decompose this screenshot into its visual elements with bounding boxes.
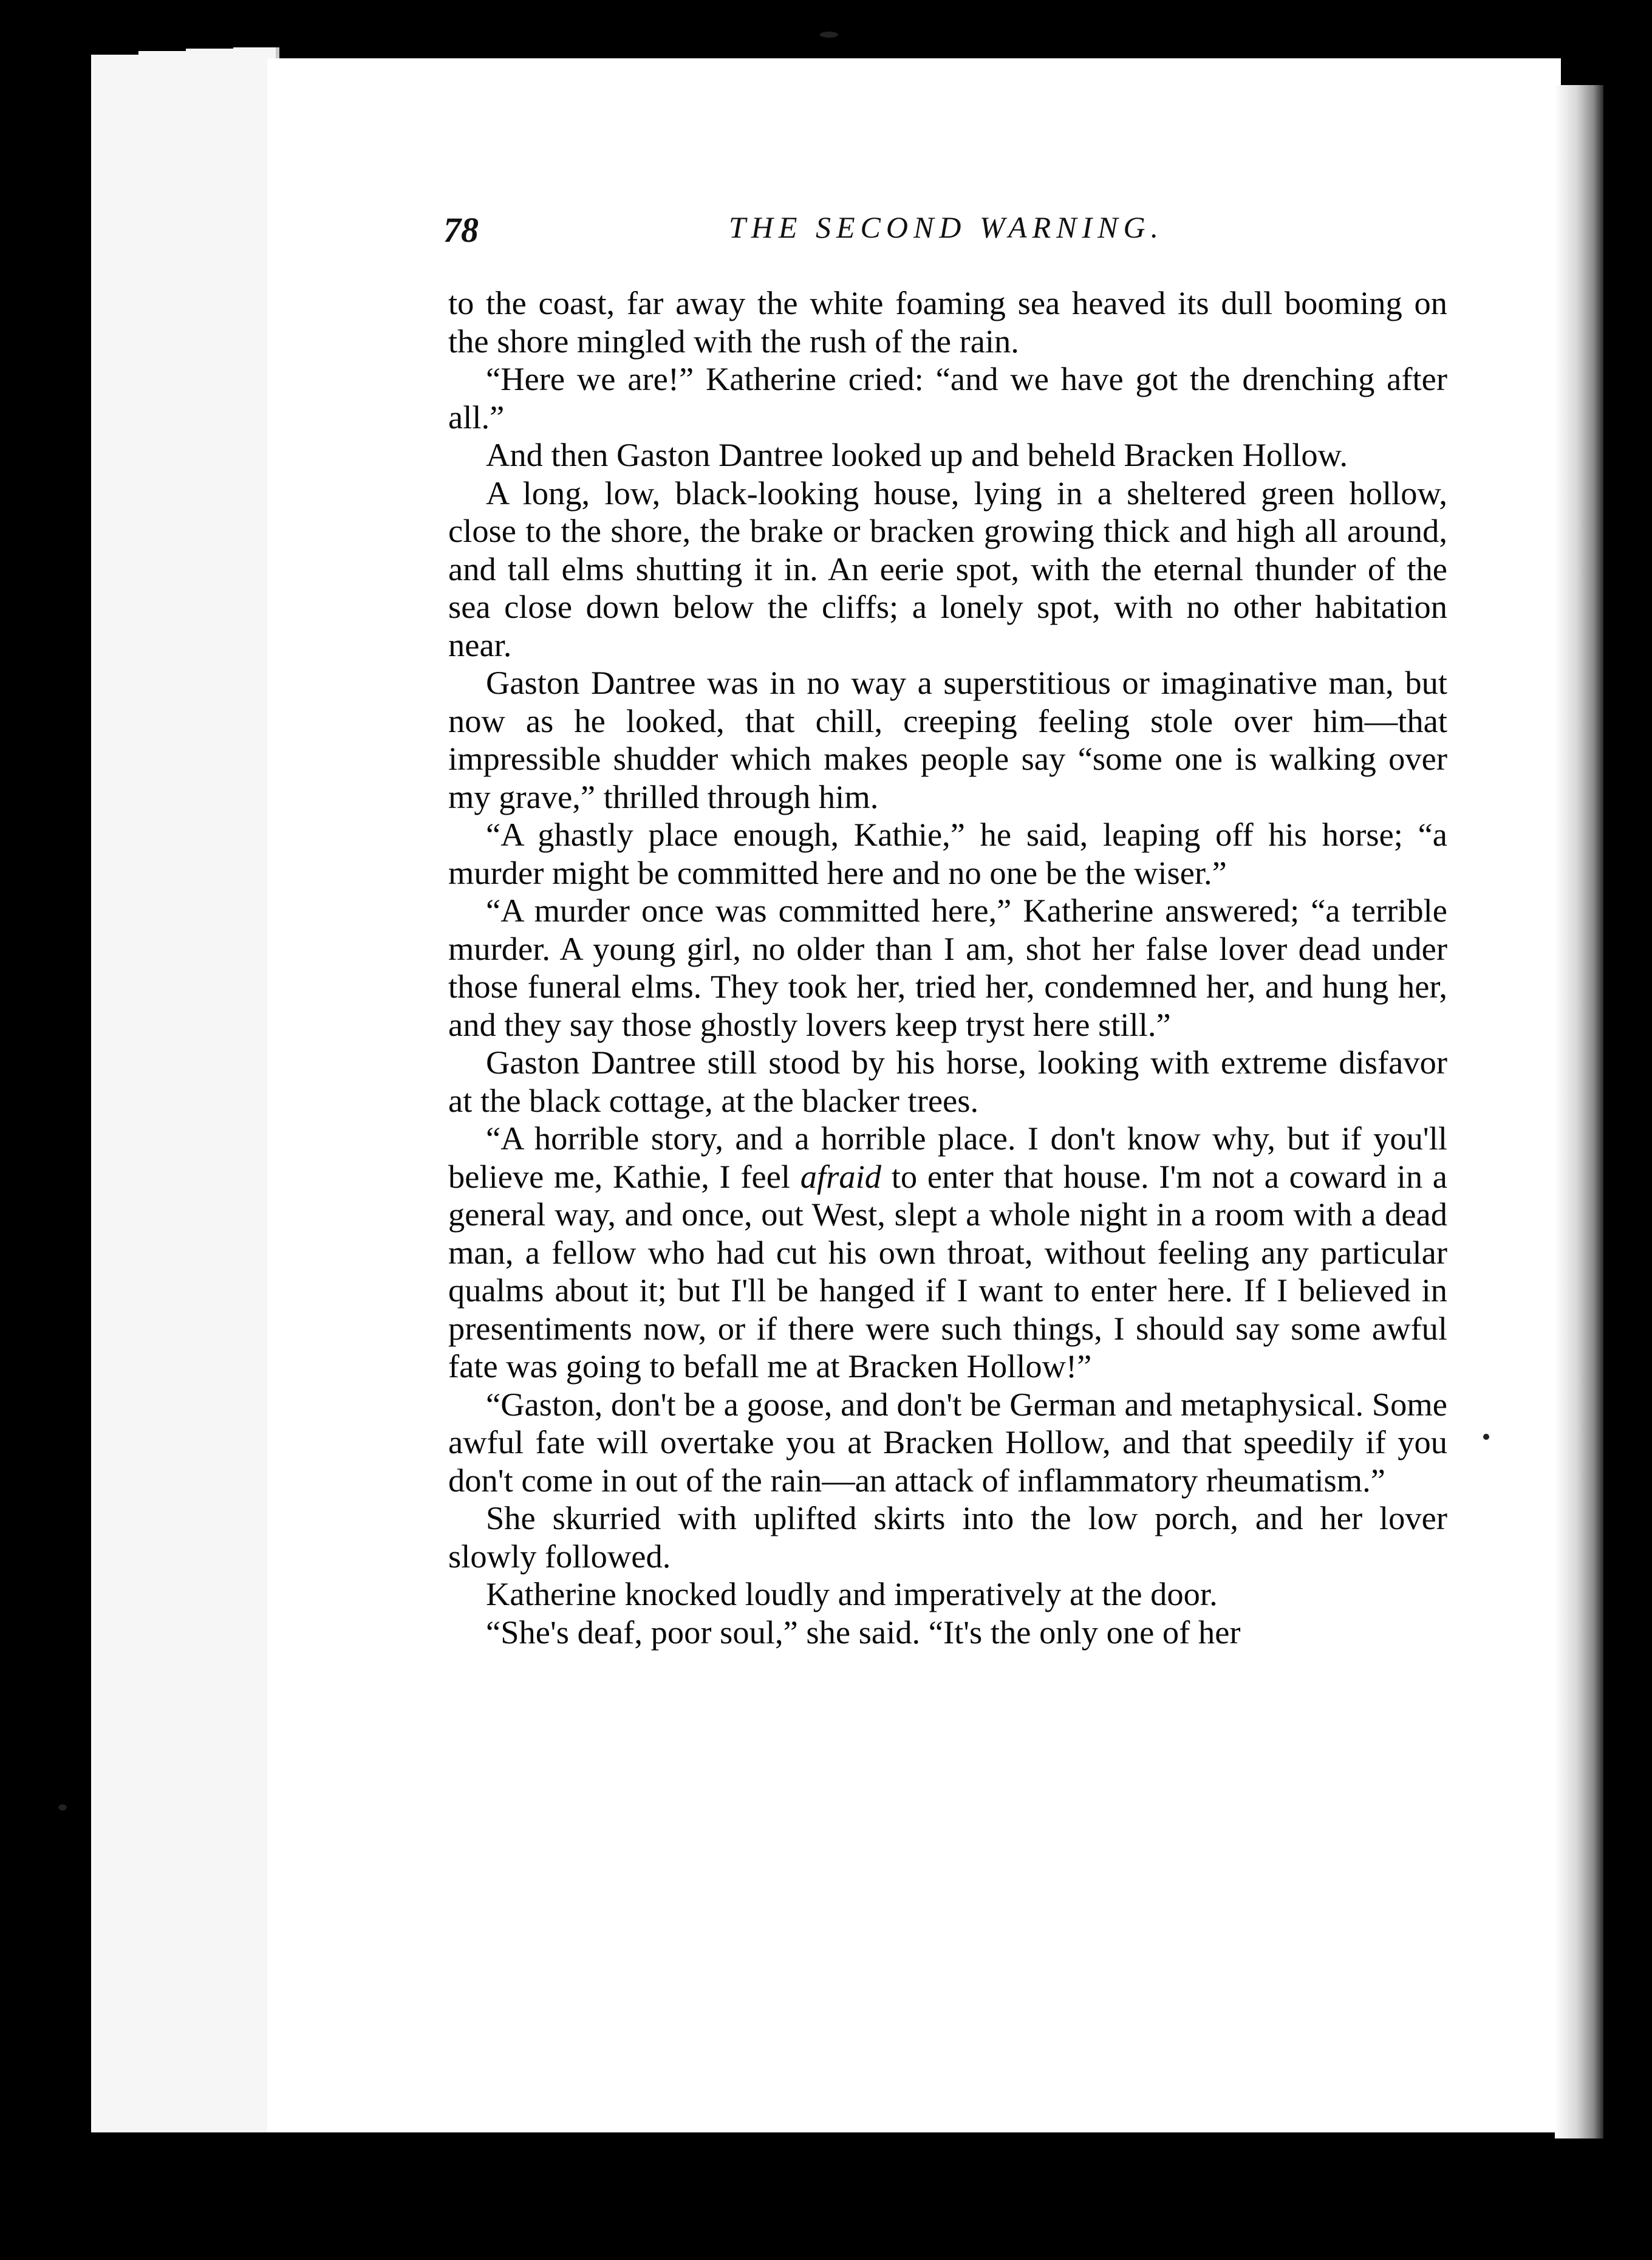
- paragraph: “A ghastly place enough, Kathie,” he said, leaping off his horse; “a murder might be committed here and no one be the wiser.”: [448, 816, 1447, 891]
- paragraph: “Here we are!” Katherine cried: “and we have got the drenching after all.”: [448, 360, 1447, 436]
- emphasis-word: afraid: [800, 1157, 882, 1195]
- running-head: [443, 210, 1452, 258]
- paragraph: to the coast, far away the white foaming sea heaved its dull booming on the shore mingled with the rush of the rain.: [448, 284, 1447, 360]
- page-edge: [186, 49, 238, 2132]
- running-title: THE SECOND WARNING.: [729, 210, 1164, 244]
- paragraph: Katherine knocked loudly and imperatively at the door.: [486, 1575, 1218, 1612]
- paragraph: And then Gaston Dantree looked up and beheld Bracken Hollow.: [486, 436, 1348, 473]
- page-gutter-shadow: [1555, 85, 1603, 2138]
- paragraph: Gaston Dantree was in no way a superstitious or imaginative man, but now as he looked, that chill, creeping feeling stole over him—that impressible shudder which makes people say “some one is walking over my grave,” thrilled through him.: [448, 664, 1447, 815]
- page-edge: [138, 51, 191, 2132]
- scan-speck: [820, 32, 838, 38]
- body-text: [448, 284, 1447, 1651]
- paragraph: “Gaston, don't be a goose, and don't be German and metaphysical. Some awful fate will overtake you at Bracken Hollow, and that speedily if you don't come in out of the rain—an attack of inflammatory rheumatism.”: [448, 1385, 1447, 1499]
- paragraph: [448, 1120, 1447, 1386]
- page-edge: [91, 55, 143, 2132]
- paragraph: She skurried with uplifted skirts into the low porch, and her lover slowly followed.: [448, 1499, 1447, 1575]
- paragraph-text: “A horrible story, and a horrible place. I don't know why, but if you'll believe me, Kathie, I feel: [448, 1120, 1447, 1195]
- paragraph: “She's deaf, poor soul,” she said. “It's the only one of her: [486, 1613, 1241, 1651]
- paragraph: A long, low, black-looking house, lying in a sheltered green hollow, close to the shore, the brake or bracken growing thick and high all around, and tall elms shutting it in. An eerie spot, with the eternal thunder of the sea close down below the cliffs; a lonely spot, with no other habitation near.: [448, 474, 1447, 663]
- scan-speck: [58, 1804, 67, 1810]
- paragraph: “A murder once was committed here,” Katherine answered; “a terrible murder. A young girl, no older than I am, shot her false lover dead under those funeral elms. They took her, tried her, condemned her, and hung her, and they say those ghostly lovers keep tryst here still.”: [448, 892, 1447, 1043]
- paragraph: Gaston Dantree still stood by his horse, looking with extreme disfavor at the black cottage, at the blacker trees.: [448, 1044, 1447, 1119]
- scan-speck: [1483, 1434, 1489, 1440]
- paragraph-text: to enter that house. I'm not a coward in a general way, and once, out West, slept a whole night in a room with a dead man, a fellow who had cut his own throat, without feeling any particular qualms about it; but I'll be hanged if I want to enter here. If I believed in presentiments now, or if there were such things, I should say some awful fate was going to befall me at Bracken Hollow!”: [448, 1157, 1447, 1385]
- page-number: 78: [443, 210, 479, 250]
